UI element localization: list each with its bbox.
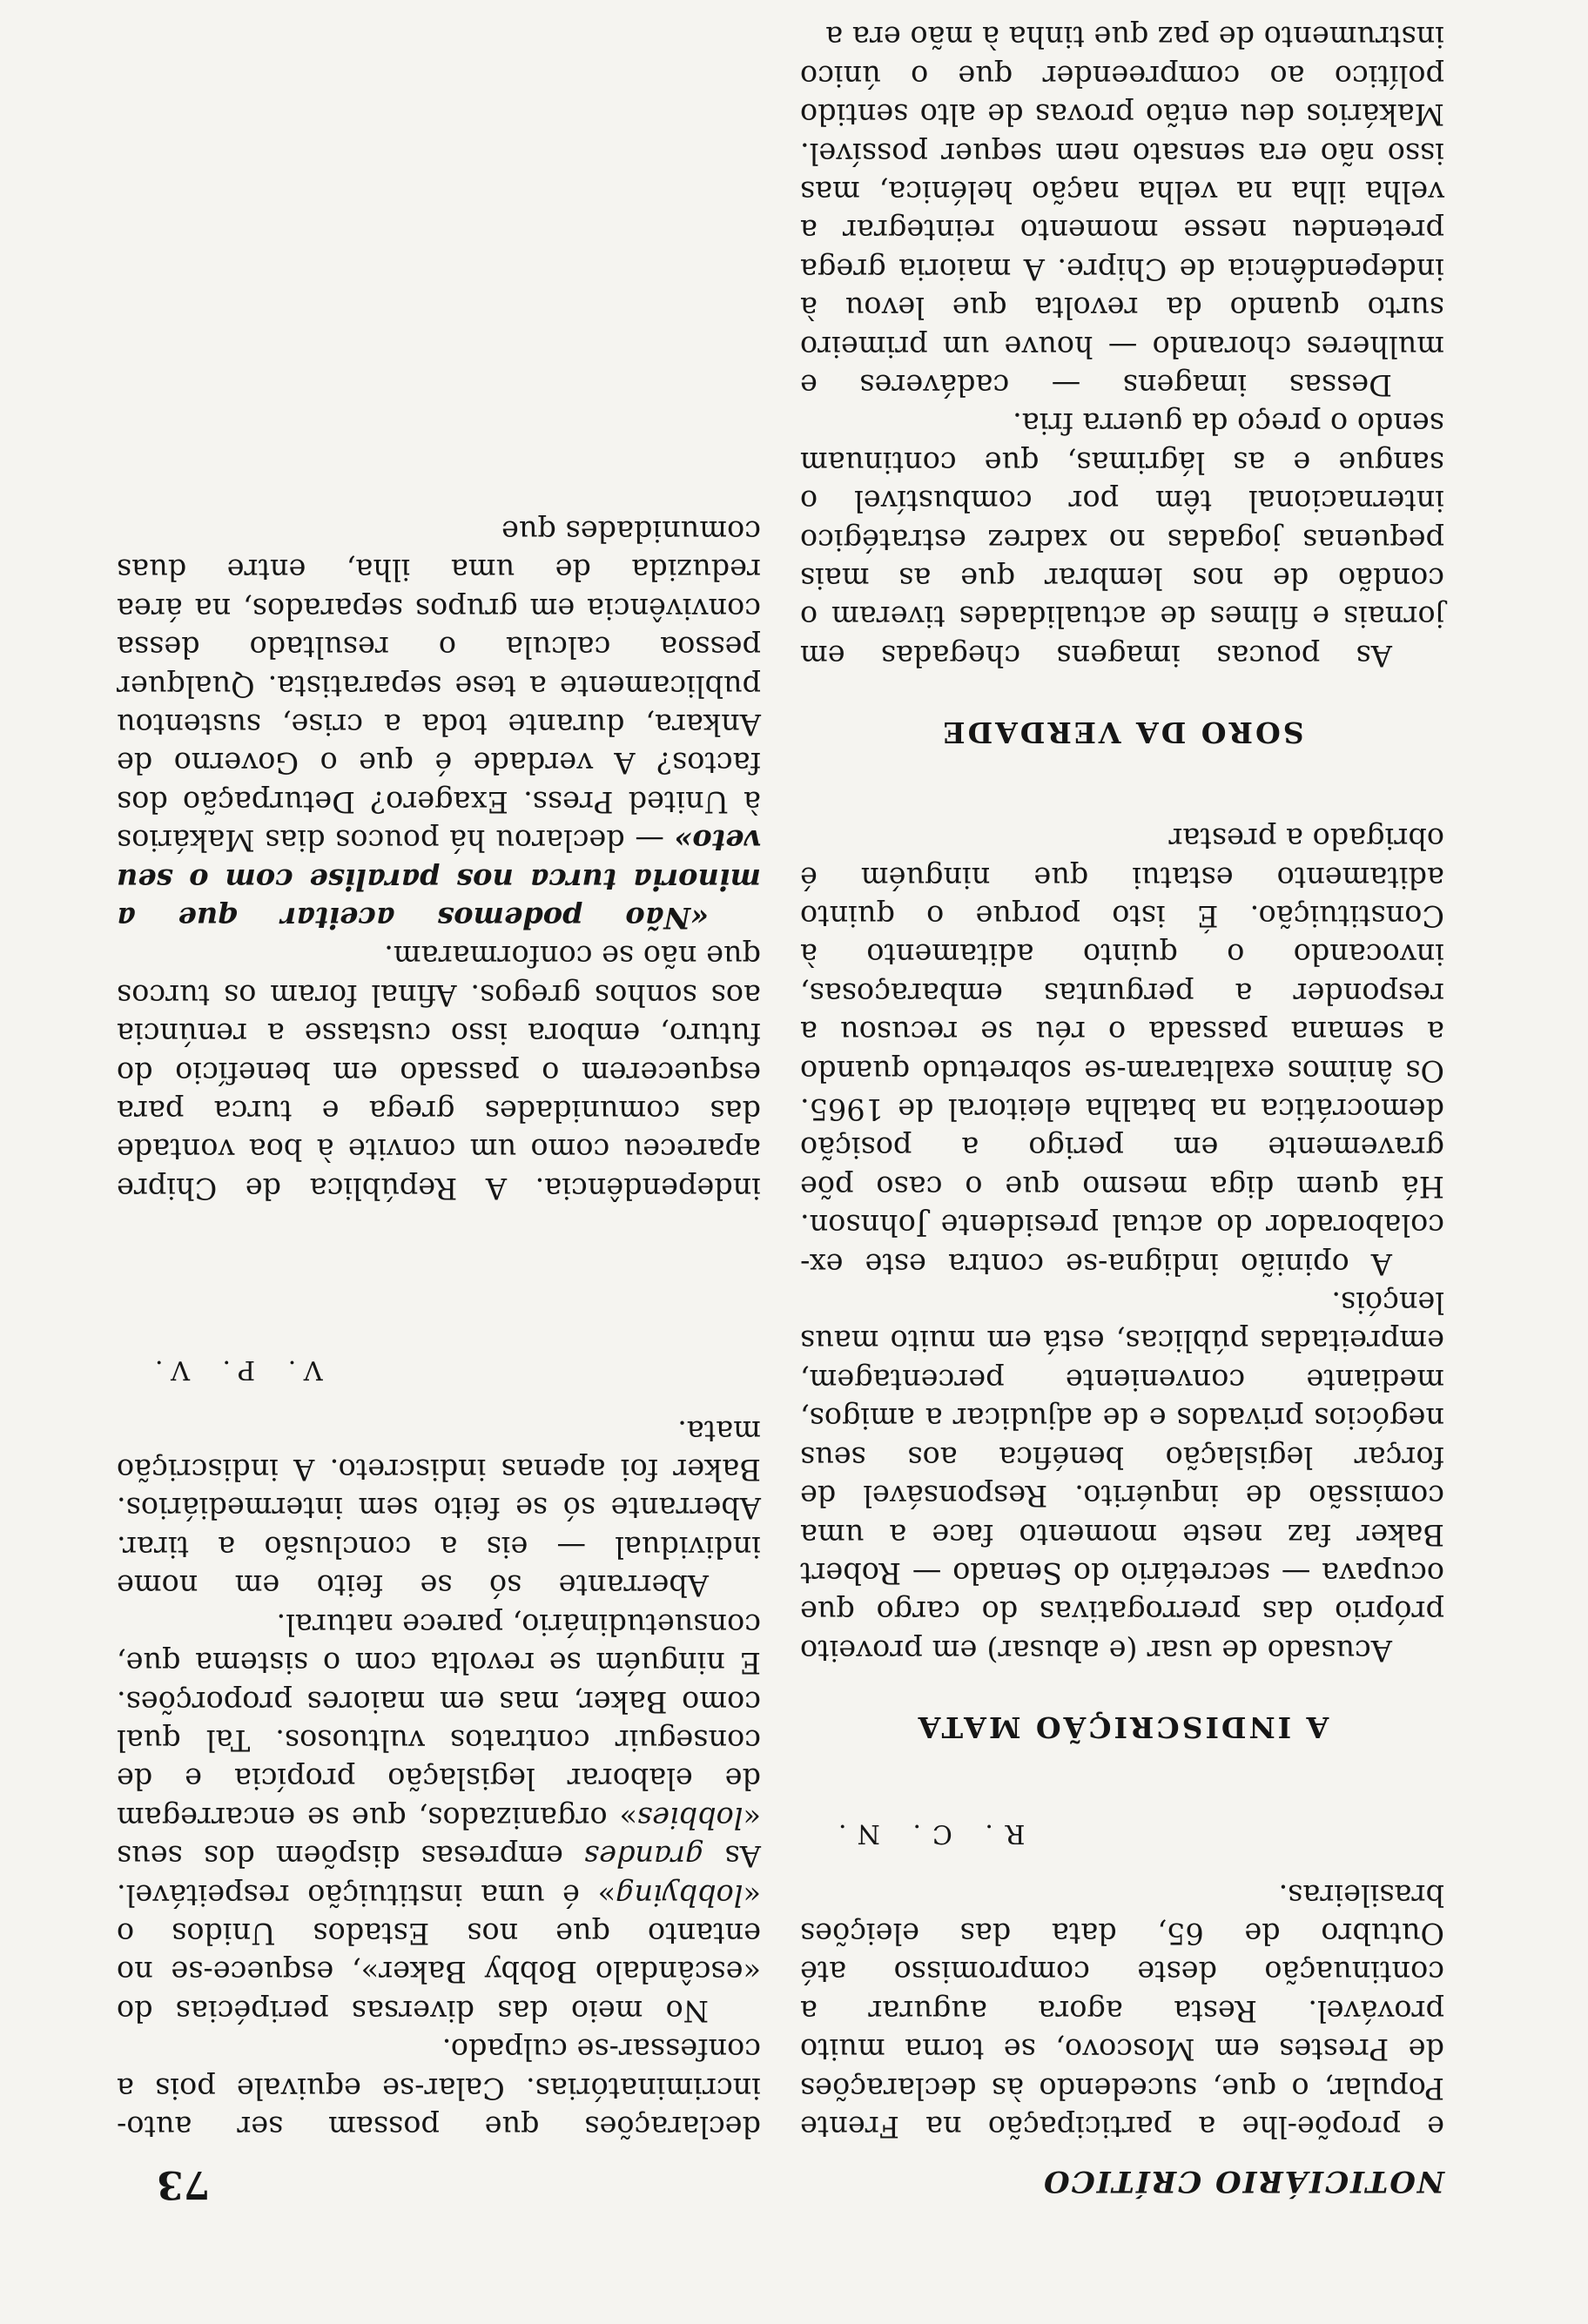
article-text: independência. A República de Chipre apareceu como um convite à boa vontade das comunidades grega e turca para esquecerem o passado em benefício do futuro, embora isso custasse a renúncia aos sonhos gregos. Afinal foram os turcos que não se conformaram.: [117, 939, 761, 1206]
author-initials: R. C. N.: [826, 1818, 1026, 1850]
italic-term: grandes: [583, 1839, 704, 1874]
page-number: 73: [157, 2162, 211, 2206]
article-text: e propõe-lhe a participação na Frente Popular, o que, sucedendo às declarações de Prestes em Moscovo, se torna muito provável. Resta agora augurar a continuação deste compromisso até Outubro de 65, data das eleições brasileiras.: [800, 1877, 1444, 2144]
article-text: Aberrante só se feito em nome individual — eis a conclusão a tirar. Aberrante só se feito sem intermediários. Baker foi apenas indiscreto. A indiscrição mata.: [117, 1414, 761, 1603]
article-text: declarações que possam ser auto-incriminatórias. Calar-se equivale pois a confessar-se culpado.: [117, 2032, 761, 2144]
article-text: Dessas imagens — cadáveres e mulheres chorando — houve um primeiro surto quando da revolta que levou à independência de Chipre. A maioria grega pretendeu nesse momento reintegrar a velha ilha na velha nação helénica, mas isso não era sensato nem sequer possível. Makários deu então provas de alto sentido político ao compreender que o único instrumento de paz que tinha à mão era a: [800, 20, 1444, 402]
author-initials: V. P. V.: [143, 1354, 323, 1386]
left-column: [800, 17, 1444, 2146]
article-text: No meio das diversas peripécias do «escândalo Bobby Baker», esquece-se no entanto que nos Estados Unidos o «lobbying» é uma instituição respeitável. As grandes empresas dispõem dos seus «lobbies» organizados, que se encarregam de elaborar legislação propícia e de conseguir contratos vultuosos. Tal qual como Baker, mas em maiores proporções. E ninguém se revolta com o sistema que, consuetudinário, parece natural.: [117, 1607, 761, 2028]
quote-text: «Não podemos aceitar que a minoria turca nos paralise com o seu veto»: [117, 823, 761, 936]
article-text: Acusado de usar (e abusar) em proveito próprio das prerrogativas do cargo que ocupava — secretário do Senado — Robert Baker faz neste momento face a uma comissão de inquérito. Responsável de forçar legislação benéfica aos seus negócios privados e de adjudicar a amigos, mediante conveniente percentagem, empreitadas públicas, está em muito maus lençóis.: [800, 1286, 1444, 1668]
running-title: NOTICIÁRIO CRÍTICO: [1042, 2164, 1444, 2199]
section-heading: A INDISCRIÇÃO MATA: [915, 1709, 1329, 1744]
italic-term: lobbying: [616, 1877, 744, 1912]
italic-term: lobbies: [636, 1800, 744, 1835]
right-column: [117, 512, 761, 2146]
section-heading: SORO DA VERDADE: [940, 715, 1304, 749]
article-text: A opinião indigna-se contra este ex-colaborador do actual presidente Johnson. Há quem diga mesmo que o caso põe gravemente em perigo a posição democrática na batalha eleitoral de 1965. Os ânimos exaltaram-se sobretudo quando a semana passada o réu se recusou a responder a perguntas embaraçosas, invocando o quinto aditamento à Constituição. É isto porque o quinto aditamento estatui que ninguém é obrigado a prestar: [800, 822, 1444, 1281]
article-text: As poucas imagens chegadas em jornais e filmes de actualidades tiveram o condão de nos lembrar que as mais pequenas jogadas no xadrez estratégico internacional têm por combustível o sangue e as lágrimas, que continuam sendo o preço da guerra fria.: [800, 406, 1444, 673]
article-text: «Não podemos aceitar que a minoria turca nos paralise com o seu veto» — declarou há poucos dias Makários à United Press. Exagero? Deturpação dos factos? A verdade é que o Governo de Ankara, durante toda a crise, sustentou publicamente a tese separatista. Qualquer pessoa calcula o resultado dessa convivência em grupos separados, na área reduzida de uma ilha, entre duas comunidades que: [117, 514, 761, 936]
running-header: [157, 2162, 1444, 2206]
